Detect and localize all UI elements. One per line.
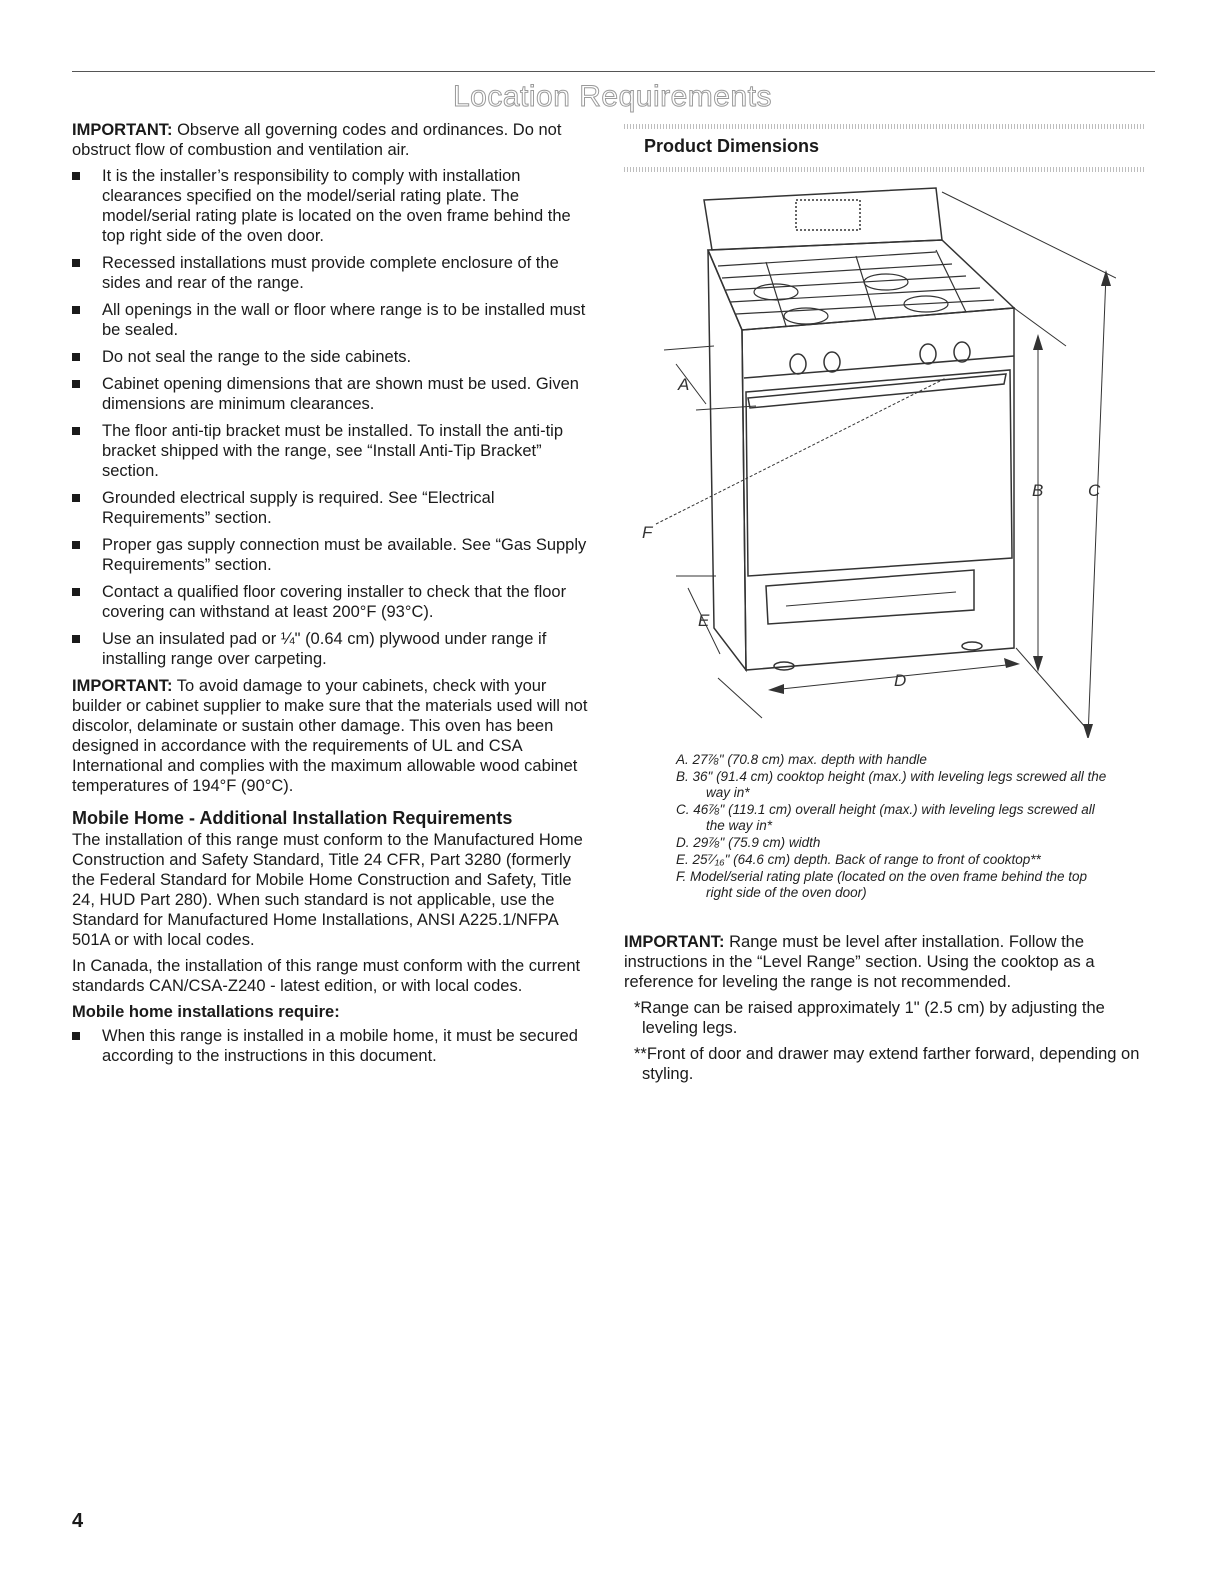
mobile-home-list [72, 1026, 592, 1066]
panel-line [744, 356, 1014, 378]
requirements-list [72, 166, 592, 669]
range-dimension-diagram [636, 178, 1116, 738]
important-notice-cabinets [72, 676, 592, 796]
dimension-f [656, 378, 946, 524]
important-label: IMPORTANT: [624, 933, 725, 951]
left-column [72, 120, 592, 1073]
oven-door [746, 370, 1012, 576]
label-d: D [894, 671, 907, 690]
cooktop [708, 240, 1014, 330]
right-column [624, 124, 1144, 172]
storage-drawer [766, 570, 974, 624]
canada-paragraph: In Canada, the installation of this range must conform with the current standards CAN/CSA-Z240 - latest edition, or with local codes. [72, 957, 581, 995]
range-body [742, 308, 1014, 670]
dimension-e [676, 576, 762, 718]
legend-item: E. 25⁷⁄₁₆" (64.6 cm) depth. Back of range to front of cooktop** [676, 852, 1041, 867]
mobile-home-subheading: Mobile home installations require: [72, 1003, 340, 1021]
legend-item: C. 46⅞" (119.1 cm) overall height (max.) with leveling legs screwed all the way in* [676, 802, 1095, 833]
list-item: Recessed installations must provide complete enclosure of the sides and rear of the range. [72, 253, 592, 293]
list-item: Contact a qualified floor covering installer to check that the floor covering can withstand at least 200°F (93°C). [72, 582, 592, 622]
label-e: E [698, 611, 710, 630]
legend-item: A. 27⅞" (70.8 cm) max. depth with handle [676, 752, 927, 767]
right-notes [624, 932, 1144, 1090]
product-dimensions-heading: Product Dimensions [644, 136, 820, 156]
dimension-c [1088, 274, 1106, 738]
footnote-double-star: **Front of door and drawer may extend farther forward, depending on styling. [634, 1045, 1140, 1083]
list-item: Grounded electrical supply is required. See “Electrical Requirements” section. [72, 488, 592, 528]
display-panel [796, 200, 860, 230]
list-item: Use an insulated pad or ¼" (0.64 cm) plywood under range if installing range over carpeting. [72, 629, 592, 669]
important-text: Observe all governing codes and ordinances. Do not obstruct flow of combustion and ventilation air. [72, 121, 562, 159]
dimension-legend [676, 752, 1116, 902]
label-f: F [642, 523, 653, 542]
extension-lines [942, 192, 1116, 728]
important-label: IMPORTANT: [72, 121, 173, 139]
important-text: To avoid damage to your cabinets, check with your builder or cabinet supplier to make sure that the materials used will not discolor, delaminate or sustain other damage. This oven has been designed in accordance with the requirements of UL and CSA International and complies with the maximum allowable wood cabinet temperatures of 194°F (90°C). [72, 677, 588, 795]
important-label: IMPORTANT: [72, 677, 173, 695]
oven-handle [748, 374, 1006, 408]
legend-item: D. 29⅞" (75.9 cm) width [676, 835, 821, 850]
list-item: Proper gas supply connection must be available. See “Gas Supply Requirements” section. [72, 535, 592, 575]
important-notice [72, 120, 592, 160]
important-level-notice [624, 932, 1144, 992]
list-item: When this range is installed in a mobile home, it must be secured according to the instructions in this document. [72, 1026, 592, 1066]
list-item: All openings in the wall or floor where range is to be installed must be sealed. [72, 300, 592, 340]
mobile-home-heading: Mobile Home - Additional Installation Requirements [72, 808, 513, 828]
backguard [704, 188, 942, 250]
list-item: It is the installer’s responsibility to comply with installation clearances specified on the model/serial rating plate. The model/serial rating plate is located on the oven frame behind the top right side of the oven door. [72, 166, 592, 246]
important-text: Range must be level after installation. Follow the instructions in the “Level Range” section. Using the cooktop as a reference for leveling the range is not recommended. [624, 933, 1095, 991]
product-dimensions-header [624, 124, 1144, 172]
legend-item: B. 36" (91.4 cm) cooktop height (max.) with leveling legs screwed all the way in* [676, 769, 1107, 800]
label-c: C [1088, 481, 1101, 500]
label-a: A [678, 375, 690, 394]
legend-item: F. Model/serial rating plate (located on the oven frame behind the top right side of the oven door) [676, 869, 1088, 900]
label-b: B [1032, 481, 1044, 500]
page-title: Location Requirements [452, 80, 772, 113]
control-knobs [790, 342, 970, 374]
top-rule [72, 71, 1155, 72]
list-item: Cabinet opening dimensions that are shown must be used. Given dimensions are minimum clearances. [72, 374, 592, 414]
page-number: 4 [72, 1510, 84, 1532]
side-panel [708, 250, 746, 670]
mobile-home-paragraph: The installation of this range must conform to the Manufactured Home Construction and Safety Standard, Title 24 CFR, Part 3280 (formerly the Federal Standard for Mobile Home Construction and Safety, Title 24, HUD Part 280). When such standard is not applicable, use the Standard for Manufactured Home Installations, ANSI A225.1/NFPA 501A or with local codes. [72, 831, 583, 949]
burner-grates [718, 250, 994, 326]
list-item: The floor anti-tip bracket must be installed. To install the anti-tip bracket shipped with the range, see “Install Anti-Tip Bracket” section. [72, 421, 592, 481]
footnote-single-star: *Range can be raised approximately 1" (2.5 cm) by adjusting the leveling legs. [634, 999, 1105, 1037]
list-item: Do not seal the range to the side cabinets. [72, 347, 592, 367]
